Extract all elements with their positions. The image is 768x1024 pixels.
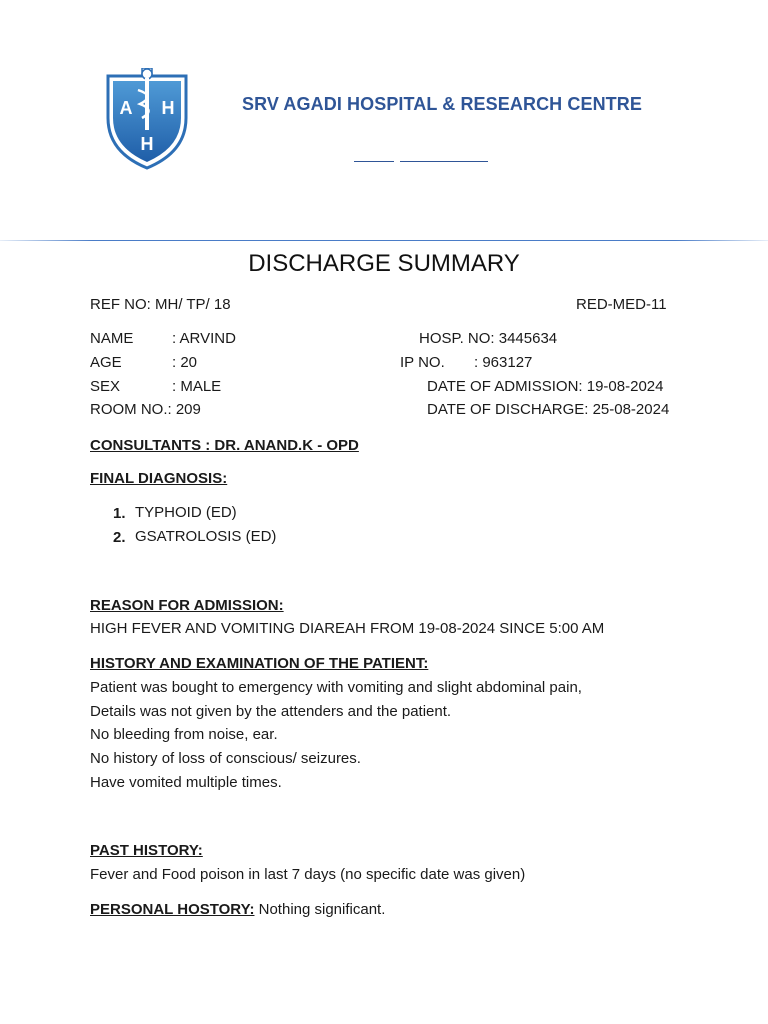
ip-value: : 963127 (474, 354, 533, 371)
name-value: : ARVIND (172, 330, 236, 347)
past-history-text: Fever and Food poison in last 7 days (no specific date was given) (90, 866, 526, 883)
discharge-date: DATE OF DISCHARGE: 25-08-2024 (427, 401, 670, 418)
logo-letter-h-bottom: H (140, 134, 154, 154)
reason-text: HIGH FEVER AND VOMITING DIAREAH FROM 19-08-2024 SINCE 5:00 AM (90, 620, 605, 637)
diagnosis-item-2: GSATROLOSIS (ED) (135, 528, 277, 545)
name-label: NAME (90, 330, 134, 347)
final-diagnosis-heading: FINAL DIAGNOSIS: (90, 470, 228, 487)
room-number: ROOM NO.: 209 (90, 401, 201, 418)
history-line: No bleeding from noise, ear. (90, 726, 278, 743)
document-title: DISCHARGE SUMMARY (248, 250, 520, 277)
age-label: AGE (90, 354, 122, 371)
form-code: RED-MED-11 (576, 296, 667, 313)
history-line: Patient was bought to emergency with vomiting and slight abdominal pain, (90, 679, 582, 696)
header-underline-short (354, 161, 394, 162)
consultants: CONSULTANTS : DR. ANAND.K - OPD (90, 437, 359, 454)
history-line: Details was not given by the attenders and the patient. (90, 703, 452, 720)
sex-value: : MALE (172, 378, 222, 395)
hospital-number: HOSP. NO: 3445634 (419, 330, 558, 347)
logo-letter-a: A (119, 98, 133, 118)
history-line: No history of loss of conscious/ seizures. (90, 750, 361, 767)
diagnosis-number-2: 2. (113, 529, 126, 546)
header-underline-long (400, 161, 488, 162)
ip-label: IP NO. (400, 354, 445, 371)
personal-history (90, 901, 385, 919)
ref-number: REF NO: MH/ TP/ 18 (90, 296, 231, 313)
hospital-name: SRV AGADI HOSPITAL & RESEARCH CENTRE (242, 94, 642, 114)
admission-date: DATE OF ADMISSION: 19-08-2024 (427, 378, 664, 395)
past-history-heading: PAST HISTORY: (90, 842, 203, 859)
sex-label: SEX (90, 378, 121, 395)
age-value: : 20 (172, 354, 198, 371)
hospital-logo (104, 68, 190, 170)
logo-letter-h-right: H (161, 98, 175, 118)
history-heading: HISTORY AND EXAMINATION OF THE PATIENT: (90, 655, 429, 672)
diagnosis-item-1: TYPHOID (ED) (135, 504, 237, 521)
personal-history-text: Nothing significant. (254, 901, 386, 918)
history-line: Have vomited multiple times. (90, 774, 282, 791)
header-divider (0, 240, 768, 241)
reason-heading: REASON FOR ADMISSION: (90, 597, 284, 614)
personal-history-heading: PERSONAL HOSTORY: (90, 901, 255, 918)
diagnosis-number-1: 1. (113, 505, 126, 522)
